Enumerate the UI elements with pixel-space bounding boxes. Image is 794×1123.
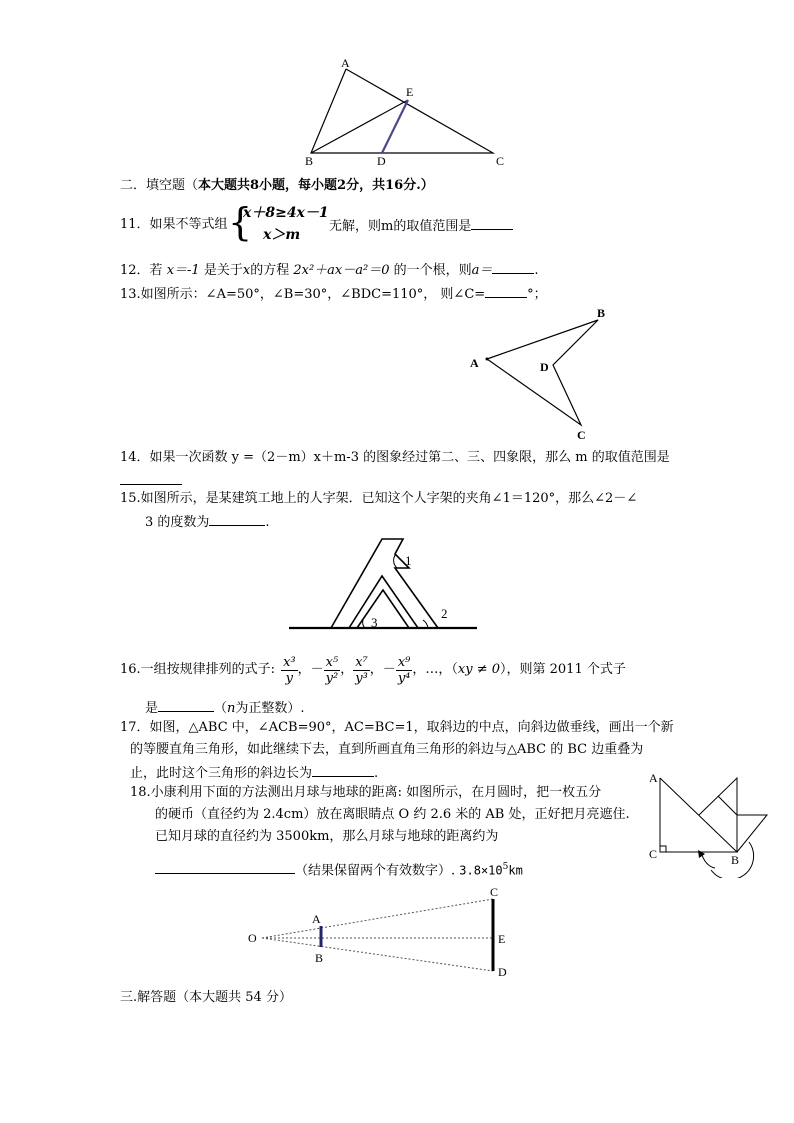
- angle-3-arc: [363, 620, 365, 628]
- question-17-line-2: 的等腰直角三角形，如此继续下去，直到所画直角三角形的斜边与△ABC 的 BC 边重叠为: [130, 742, 644, 757]
- vertex-a: [486, 358, 489, 361]
- inequality-line-1: x＋8≥4x－1: [243, 205, 329, 221]
- sight-line-bottom: [262, 938, 493, 971]
- label-d: D: [498, 965, 507, 979]
- brace-symbol: {: [228, 200, 253, 244]
- label-b: B: [315, 951, 324, 965]
- label-c: C: [496, 154, 505, 168]
- segment-be: [311, 100, 408, 153]
- label-c: C: [490, 885, 499, 899]
- label-c: C: [577, 428, 586, 442]
- frame-outline: [331, 539, 438, 628]
- figure-isosceles-triangles: [645, 768, 775, 878]
- fraction-3: $\frac{\text{x⁷}}{\text{y³}}$: [355, 654, 368, 686]
- figure-moon-distance: [240, 885, 520, 980]
- question-11-tail: 无解，则m的取值范围是: [329, 215, 513, 237]
- label-a: A: [341, 56, 350, 70]
- label-b: B: [305, 154, 314, 168]
- label-b: B: [731, 853, 740, 867]
- figure-triangle-abc-de: [300, 55, 515, 170]
- figure-herringbone-frame: [285, 532, 485, 637]
- question-16-line-1: 16.一组按规律排列的式子: $\frac{\text{x³}}{y}$ ， － $\frac{\text{x⁵}}{\text{y²}}$ ， $\frac{\text{x⁷}}{\text{y³}}$ ， － $\frac{\text{x⁹}}{\text{y⁴}}$ ，…，（ xy ≠ 0 ），则第 2011 个式子: [120, 654, 626, 686]
- answer-blank-13[interactable]: [485, 283, 527, 298]
- question-13: 13.如图所示：∠A=50°，∠B=30°，∠BDC=110°， 则∠C= °；: [120, 283, 547, 305]
- answer-blank-14[interactable]: [120, 470, 182, 485]
- answer-blank-12[interactable]: [492, 259, 534, 274]
- question-18-line-3: 已知月球的直径约为 3500km，那么月球与地球的距离约为: [155, 829, 499, 844]
- label-b: B: [597, 306, 606, 320]
- label-c: C: [649, 847, 658, 861]
- triangle-2: [699, 778, 737, 852]
- section-3-heading: 三.解答题（本大题共 54 分）: [120, 990, 292, 1005]
- sight-line-top: [262, 899, 493, 938]
- fraction-4: $\frac{\text{x⁹}}{\text{y⁴}}$: [397, 654, 411, 686]
- triangle-2-mid: [718, 778, 737, 815]
- label-a: A: [649, 771, 658, 785]
- answer-blank-16[interactable]: [158, 697, 214, 712]
- label-a: A: [312, 912, 321, 926]
- fraction-1: $\frac{\text{x³}}{y}$: [283, 654, 296, 686]
- question-18-line-4: （结果保留两个有效数字）. $3.8\times 10^5km$: [155, 857, 523, 881]
- label-3: 3: [371, 615, 378, 630]
- question-15-line-1: 15.如图所示，是某建筑工地上的人字架．已知这个人字架的夹角∠1＝120°，那么∠2－∠: [120, 491, 638, 506]
- label-a: A: [470, 356, 479, 370]
- figure-quadrilateral-abdc: [465, 303, 615, 443]
- question-18-line-1: 18.小康利用下面的方法测出月球与地球的距离: 如图所示，在月圆时，把一枚五分: [130, 785, 602, 800]
- angle-2-arc: [423, 620, 428, 628]
- question-12: 12．若 x＝-1 是关于x的方程 2x²＋ax－a²＝0 的一个根，则a＝ .: [120, 259, 539, 281]
- label-d: D: [540, 360, 549, 374]
- question-17-line-1: 17．如图，△ABC 中，∠ACB=90°，AC=BC=1，取斜边的中点，向斜边做垂线，画出一个新: [120, 720, 674, 735]
- label-e: E: [498, 932, 506, 946]
- answer-blank-15[interactable]: [209, 511, 265, 526]
- answer-blank-11[interactable]: [471, 215, 513, 230]
- right-angle-mark: [660, 846, 666, 852]
- question-15-line-2: 3 的度数为 .: [145, 511, 270, 533]
- inner-triangle: [357, 590, 409, 628]
- answer-blank-17[interactable]: [312, 762, 374, 777]
- arrowhead: [698, 850, 705, 858]
- question-16-line-2: 是 （n为正整数）.: [145, 697, 305, 719]
- question-14: 14．如果一次函数 y =（2－m）x＋m-3 的图象经过第二、三、四象限，那么 m 的取值范围是: [120, 450, 670, 465]
- segment-de: [382, 100, 408, 153]
- answer-blank-18[interactable]: [155, 859, 295, 874]
- label-2: 2: [441, 606, 448, 621]
- label-d: D: [377, 154, 386, 168]
- label-e: E: [406, 85, 414, 99]
- label-o: O: [248, 931, 257, 945]
- section-2-heading: 二．填空题（本大题共8小题，每小题2分，共16分.）: [120, 178, 434, 193]
- inequality-line-2: x＞m: [263, 227, 301, 243]
- question-11-label: 11．如果不等式组: [120, 217, 228, 232]
- fraction-2: $\frac{\text{x⁵}}{\text{y²}}$: [325, 654, 339, 686]
- question-18-line-2: 的硬币（直径约为 2.4cm）放在离眼睛点 O 约 2.6 米的 AB 处，正好把月亮遮住.: [155, 807, 630, 822]
- question-17-line-3: 止，此时这个三角形的斜边长为 .: [130, 762, 378, 784]
- label-1: 1: [405, 553, 412, 568]
